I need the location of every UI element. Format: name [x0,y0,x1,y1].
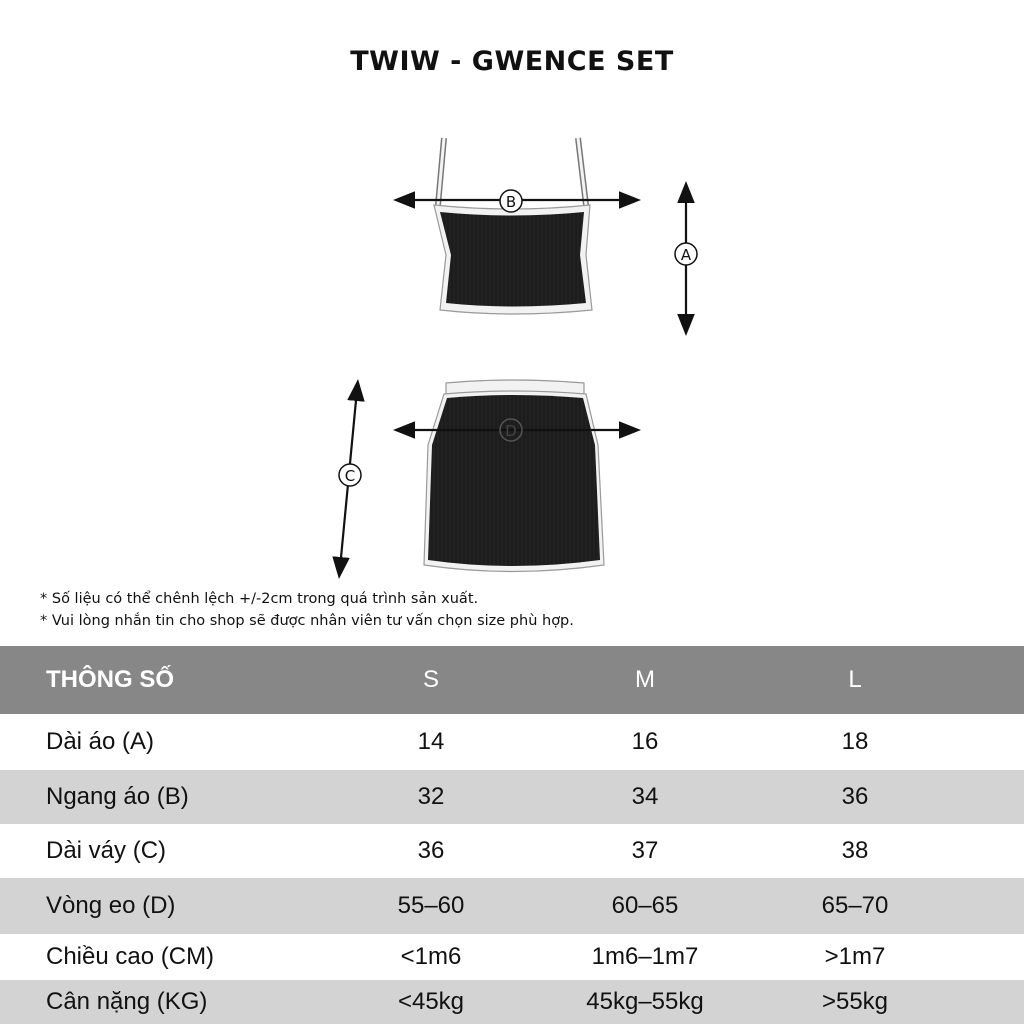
value-l: 36 [841,783,869,810]
table-row [0,824,1024,878]
value-s: <45kg [397,988,465,1015]
marker-a [675,243,697,265]
row-label: Vòng eo (D) [46,892,176,919]
size-chart-table [0,646,1024,1024]
row-label: Cân nặng (KG) [46,988,208,1015]
svg-text:B: B [505,193,517,211]
table-row [0,934,1024,980]
garment-illustration [0,120,1024,590]
row-label: Dài váy (C) [46,837,167,864]
note-tolerance: * Số liệu có thể chênh lệch +/-2cm trong quá trình sản xuất. [40,591,479,607]
value-s: 36 [417,837,445,864]
svg-text:C: C [344,467,356,485]
svg-text:A: A [680,246,692,264]
table-row [0,878,1024,934]
value-s: <1m6 [400,943,462,970]
row-label: Ngang áo (B) [46,783,189,810]
row-label: Dài áo (A) [46,728,155,755]
value-l: >55kg [821,988,889,1015]
marker-c [339,464,361,486]
value-m: 45kg–55kg [586,988,704,1015]
value-l: 38 [841,837,869,864]
value-l: 65–70 [821,892,889,919]
header-size-l: L [848,666,862,693]
value-m: 60–65 [611,892,679,919]
table-row [0,714,1024,770]
value-s: 14 [417,728,445,755]
header-size-s: S [422,666,439,693]
value-m: 16 [631,728,659,755]
value-s: 55–60 [397,892,465,919]
row-label: Chiều cao (CM) [46,943,215,970]
value-m: 34 [631,783,659,810]
table-row [0,770,1024,824]
value-s: 32 [417,783,445,810]
value-m: 1m6–1m7 [591,943,699,970]
header-size-m: M [635,666,655,693]
crop-top-image [434,138,592,314]
production-notes [40,588,574,632]
table-row [0,980,1024,1024]
svg-text:D: D [505,422,517,440]
mini-skirt-image [424,380,604,572]
marker-b [500,190,522,212]
table-header-row [0,646,1024,714]
value-m: 37 [631,837,659,864]
note-contact-shop: * Vui lòng nhắn tin cho shop sẽ được nhân viên tư vấn chọn size phù hợp. [40,613,574,629]
header-label: THÔNG SỐ [46,666,175,693]
value-l: >1m7 [824,943,886,970]
page-title: TWIW - GWENCE SET [350,46,674,77]
value-l: 18 [841,728,869,755]
